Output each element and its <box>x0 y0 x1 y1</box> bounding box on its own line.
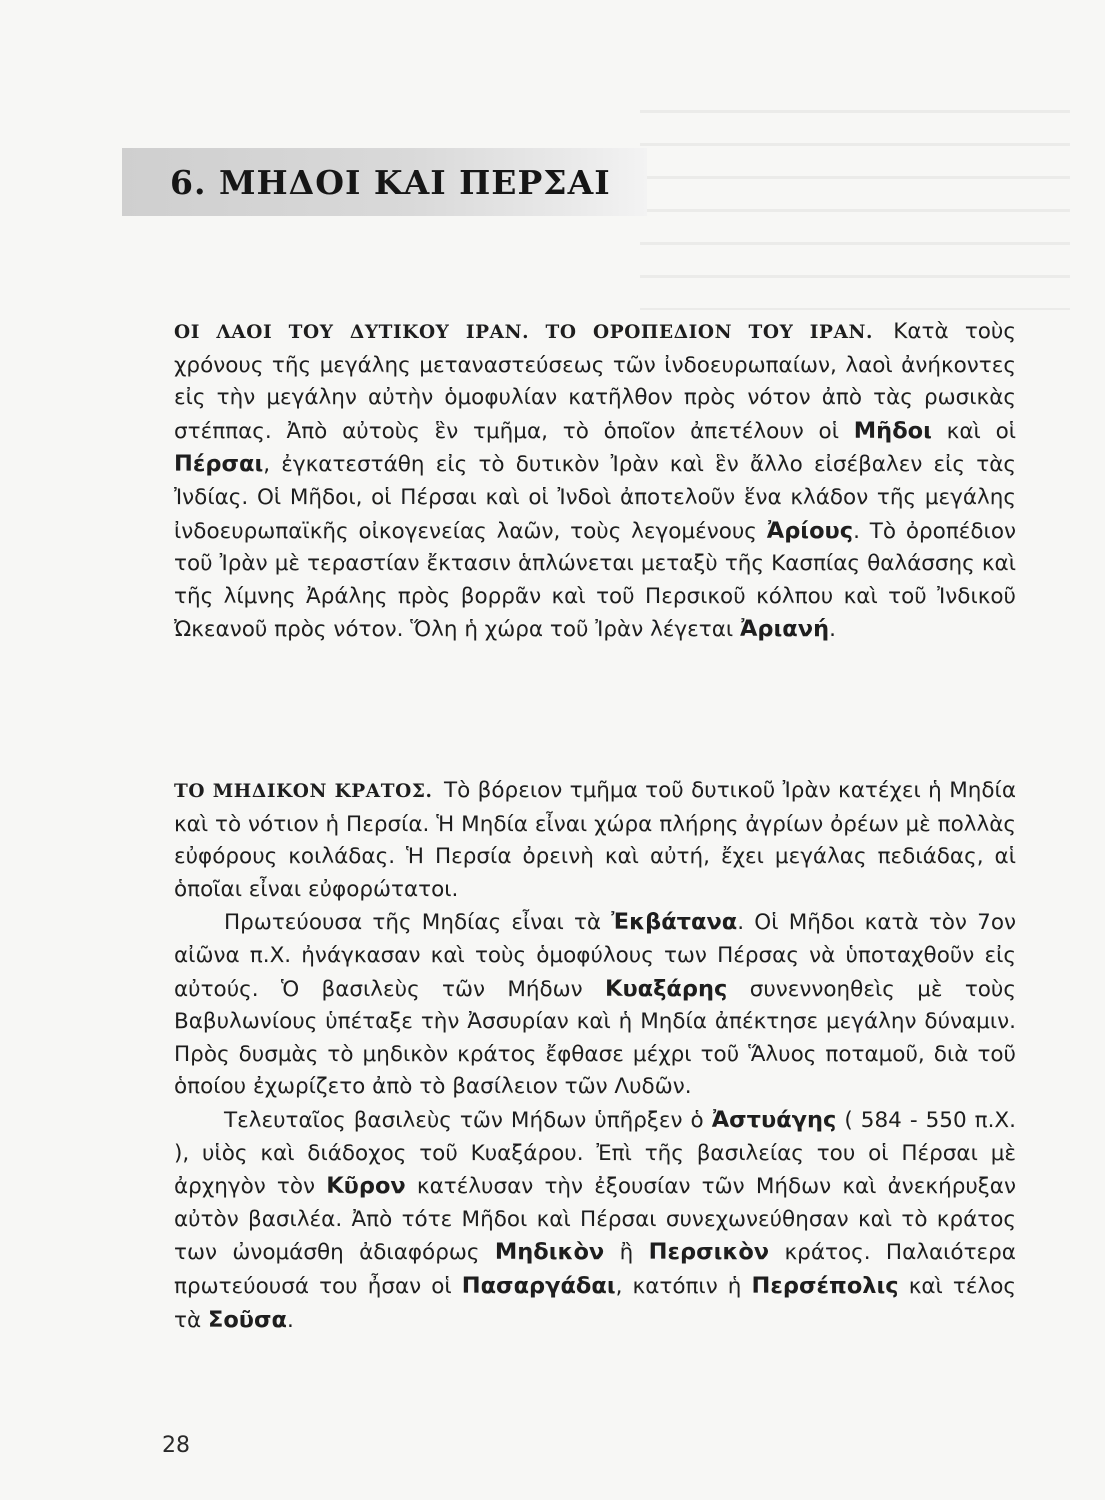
text-run: Κατὰ τοὺς χρόνους τῆς μεγάλης μεταναστεύσεως τῶν ἰνδοευρωπαίων, λαοὶ ἀνήκοντες εἰς τὴν μεγάλην αὐτὴν ὁμοφυλίαν κατῆλθον πρὸς νότον ἀπὸ τὰς ρωσικὰς στέππας. Ἀπὸ αὐτοὺς ἓν τμῆμα, τὸ ὁποῖον ἀπετέλουν οἱ <box>174 319 1016 444</box>
paragraph <box>174 316 1016 647</box>
bleed-through-texture <box>640 110 1070 310</box>
keyword: Μηδικὸν <box>494 1239 605 1266</box>
text-run: . Τὸ ὀροπέδιον τοῦ Ἰρὰν μὲ τεραστίαν ἔκτασιν ἁπλώνεται μεταξὺ τῆς Κασπίας θαλάσσης καὶ τῆς λίμνης Ἀράλης πρὸς βορρᾶν καὶ τοῦ Περσικοῦ κόλπου καὶ τοῦ Ἰνδικοῦ Ὠκεανοῦ πρὸς νότον. Ὅλη ἡ χώρα τοῦ Ἰρὰν λέγεται <box>174 518 1016 643</box>
keyword: Μῆδοι <box>853 417 932 444</box>
section-heading: ΤΟ ΜΗΔΙΚΟΝ ΚΡΑΤΟΣ. <box>174 781 433 802</box>
paragraph <box>174 906 1016 1104</box>
keyword: Πασαργάδαι <box>461 1272 616 1299</box>
text-run: καὶ οἱ <box>946 418 1017 444</box>
page-number: 28 <box>162 1433 190 1458</box>
keyword: Πέρσαι <box>174 451 264 478</box>
section-heading: ΟΙ ΛΑΟΙ ΤΟΥ ΔΥΤΙΚΟΥ ΙΡΑΝ. ΤΟ ΟΡΟΠΕΔΙΟΝ ΤΟΥ ΙΡΑΝ. <box>174 322 874 343</box>
keyword: Ἀριανή <box>740 616 830 643</box>
section-median-state <box>174 775 1016 1337</box>
keyword: Περσέπολις <box>751 1272 899 1299</box>
paragraph <box>174 1104 1016 1337</box>
keyword: Κῦρον <box>326 1173 406 1200</box>
paragraph <box>174 775 1016 906</box>
keyword: Σοῦσα <box>207 1306 287 1333</box>
text-run: , κατόπιν ἡ <box>615 1273 742 1299</box>
text-run: Πρωτεύουσα τῆς Μηδίας εἶναι τὰ <box>224 910 602 936</box>
keyword: Ἀρίους <box>766 517 854 544</box>
text-run: Τὸ βόρειον τμῆμα τοῦ δυτικοῦ Ἰρὰν κατέχει ἡ Μηδία καὶ τὸ νότιον ἡ Περσία. Ἡ Μηδία εἶναι χώρα πλήρης ἀγρίων ὀρέων μὲ πολλὰς εὐφόρους κοιλάδας. Ἡ Περσία ὀρεινὴ καὶ αὐτή, ἔχει μεγάλας πεδιάδας, αἱ ὁποῖαι εἶναι εὐφορώτατοι. <box>174 778 1016 902</box>
text-run: κράτος. Παλαιότερα πρωτεύουσά του ἦσαν οἱ <box>174 1240 1016 1299</box>
text-run: ἢ <box>619 1240 634 1266</box>
text-run: ( 584 - 550 π.Χ. ), υἱὸς καὶ διάδοχος τοῦ Κυαξάρου. Ἐπὶ τῆς βασιλείας του οἱ Πέρσαι μὲ ἀρχηγὸν τὸν <box>174 1107 1016 1200</box>
keyword: Περσικὸν <box>648 1239 770 1266</box>
text-run: Τελευταῖος βασιλεὺς τῶν Μήδων ὑπῆρξεν ὁ <box>224 1107 704 1133</box>
keyword: Κυαξάρης <box>605 975 728 1002</box>
chapter-title: 6. ΜΗΔΟΙ ΚΑΙ ΠΕΡΣΑΙ <box>170 163 611 202</box>
text-run: . <box>286 1307 294 1333</box>
text-run: . <box>829 617 836 643</box>
text-run: . Οἱ Μῆδοι κατὰ τὸν 7ον αἰῶνα π.Χ. ἠνάγκασαν καὶ τοὺς ὁμοφύλους των Πέρσας νὰ ὑποταχθοῦν εἰς αὐτούς. Ὁ βασιλεὺς τῶν Μήδων <box>174 910 1016 1002</box>
keyword: Ἀστυάγης <box>711 1106 837 1133</box>
text-run: κατέλυσαν τὴν ἐξουσίαν τῶν Μήδων καὶ ἀνεκήρυξαν αὐτὸν βασιλέα. Ἀπὸ τότε Μῆδοι καὶ Πέρσαι συνεχωνεύθησαν καὶ τὸ κράτος των ὠνομάσθη ἀδιαφόρως <box>174 1174 1016 1266</box>
keyword: Ἐκβάτανα <box>611 909 738 936</box>
text-run: συνεννοηθεὶς μὲ τοὺς Βαβυλωνίους ὑπέταξε τὴν Ἀσσυρίαν καὶ ἡ Μηδία ἀπέκτησε μεγάλην δύναμιν. Πρὸς δυσμὰς τὸ μηδικὸν κράτος ἔφθασε μέχρι τοῦ Ἅλυος ποταμοῦ, διὰ τοῦ ὁποίου ἐχωρίζετο ἀπὸ τὸ βασίλειον τῶν Λυδῶν. <box>174 976 1016 1100</box>
text-run: καὶ τέλος τὰ <box>174 1273 1016 1333</box>
text-run: , ἐγκατεστάθη εἰς τὸ δυτικὸν Ἰρὰν καὶ ἓν ἄλλο εἰσέβαλεν εἰς τὰς Ἰνδίας. Οἱ Μῆδοι, οἱ Πέρσαι καὶ οἱ Ἰνδοὶ ἀποτελοῦν ἕνα κλάδον τῆς μεγάλης ἰνδοευρωπαϊκῆς οἰκογενείας λαῶν, τοὺς λεγομένους <box>174 452 1016 544</box>
section-peoples-of-west-iran <box>174 316 1016 647</box>
